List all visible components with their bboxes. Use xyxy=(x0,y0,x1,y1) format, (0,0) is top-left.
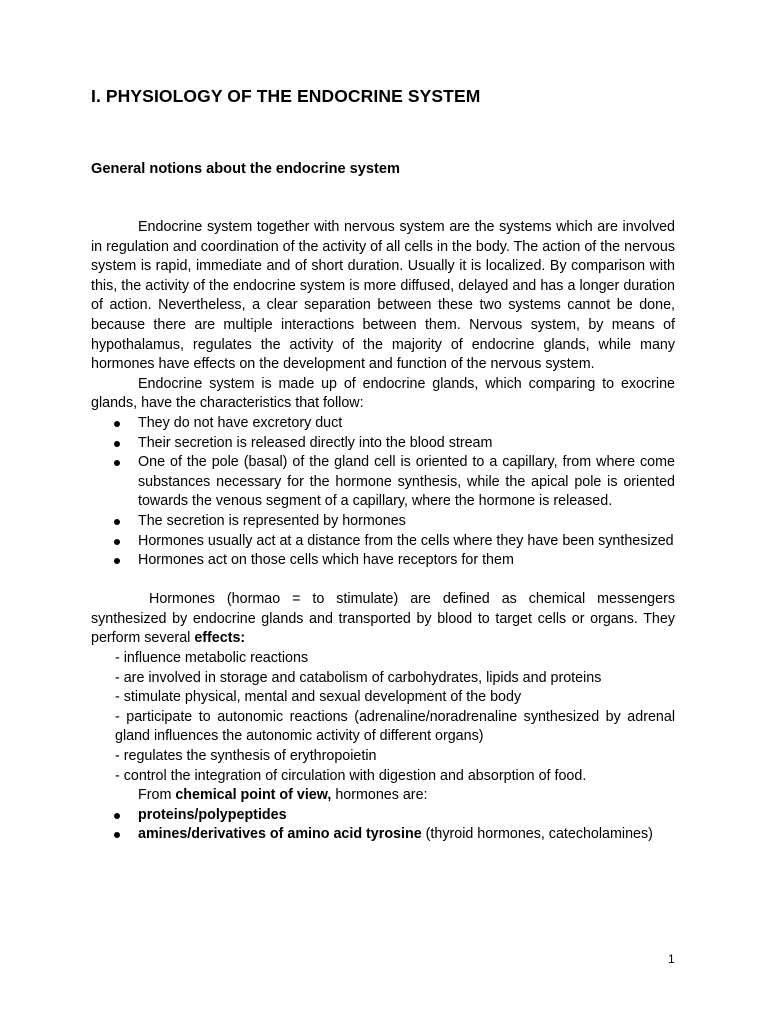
effects-colon: : xyxy=(240,630,246,647)
hormone-type-rest: (thyroid hormones, catecholamines) xyxy=(421,826,653,843)
paragraph-hormones xyxy=(91,590,675,649)
hormones-text: Hormones (hormao = to stimulate) are defined as chemical messengers synthesized by endocrine glands and transported by blood to target cells or organs. They perform several xyxy=(91,591,675,647)
effect-item: - influence metabolic reactions xyxy=(115,650,309,667)
document-body xyxy=(91,218,675,845)
from-prefix: From xyxy=(138,787,172,804)
effect-item: - control the integration of circulation with digestion and absorption of food. xyxy=(115,767,587,784)
list-item: One of the pole (basal) of the gland cell is oriented to a capillary, from where come substances necessary for the hormone synthesis, while the apical pole is oriented towards the venous segment of a capillary, where the hormone is released. xyxy=(91,453,675,512)
from-suffix: hormones are: xyxy=(335,787,428,804)
section-heading: General notions about the endocrine system xyxy=(91,161,400,177)
hormone-type-bold: amines/derivatives of amino acid tyrosine xyxy=(138,826,422,843)
list-item: They do not have excretory duct xyxy=(91,414,675,434)
hormone-types-list xyxy=(91,806,675,845)
chemical-view-label: chemical point of view, xyxy=(175,787,332,804)
characteristics-list xyxy=(91,414,675,571)
chemical-view-line xyxy=(91,786,675,806)
list-item: The secretion is represented by hormones xyxy=(91,512,675,532)
list-item: Hormones usually act at a distance from the cells where they have been synthesized xyxy=(91,532,675,552)
list-item: Hormones act on those cells which have receptors for them xyxy=(91,551,675,571)
paragraph-intro: Endocrine system together with nervous system are the systems which are involved in regulation and coordination of the activity of all cells in the body. The action of the nervous system is rapid, immediate and of short duration. Usually it is localized. By comparison with this, the activity of the endocrine system is more diffused, delayed and has a longer duration of action. Nevertheless, a clear separation between these two systems cannot be done, because there are multiple interactions between them. Nervous system, by means of hypothalamus, regulates the activity of the majority of endocrine glands, while many hormones have effects on the development and function of the nervous system. xyxy=(91,219,675,373)
effect-item: - stimulate physical, mental and sexual development of the body xyxy=(115,689,522,706)
page-title: I. PHYSIOLOGY OF THE ENDOCRINE SYSTEM xyxy=(91,86,481,106)
page-number: 1 xyxy=(668,952,675,966)
list-item: Their secretion is released directly into the blood stream xyxy=(91,434,675,454)
list-item xyxy=(91,806,675,826)
effects-list xyxy=(91,649,675,786)
hormone-type-bold: proteins/polypeptides xyxy=(138,806,287,823)
effect-item: - regulates the synthesis of erythropoietin xyxy=(115,748,377,765)
paragraph-glands: Endocrine system is made up of endocrine glands, which comparing to exocrine glands, have the characteristics that follow: xyxy=(91,375,675,412)
list-item xyxy=(91,825,675,845)
spacer xyxy=(91,571,675,591)
effect-item: - are involved in storage and catabolism of carbohydrates, lipids and proteins xyxy=(115,669,602,686)
effects-label: effects xyxy=(194,630,241,647)
effect-item: - participate to autonomic reactions (adrenaline/noradrenaline synthesized by adrenal gland influences the autonomic activity of different organs) xyxy=(115,708,675,745)
